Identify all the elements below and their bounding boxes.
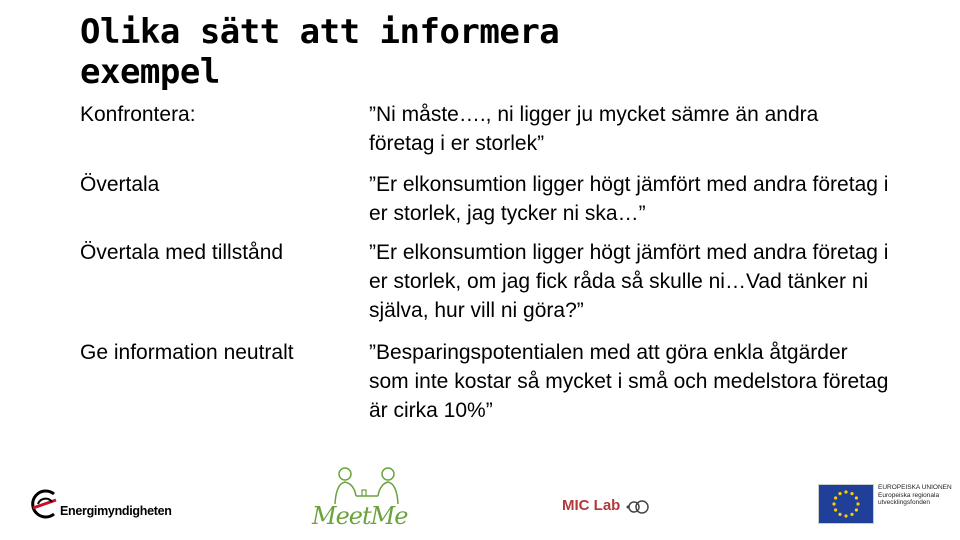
energimyndigheten-wordmark: Energimyndigheten [60,504,172,518]
method-example: ”Er elkonsumtion ligger högt jämfört med andra företag i er storlek, om jag fick råda så skulle ni…Vad tänker ni själva, hur vill ni göra?” [369,241,889,322]
method-term: Övertala med tillstånd [80,241,284,264]
slide-title: Olika sätt att informera exempel [80,12,560,92]
miclab-wordmark: MIC Lab [562,497,621,514]
energimyndigheten-mark-icon [28,486,60,522]
method-term: Övertala [80,173,160,196]
eu-stars-icon [819,485,873,523]
meetme-logo [300,466,435,530]
method-term: Ge information neutralt [80,341,294,364]
energimyndigheten-logo [28,486,178,526]
method-example: ”Ni måste…., ni ligger ju mycket sämre än andra företag i er storlek” [369,103,819,155]
meetme-people-icon [300,466,435,506]
method-term: Konfrontera: [80,103,196,126]
miclab-logo [562,496,662,520]
meetme-wordmark: MeetMe [312,502,408,530]
method-example: ”Besparingspotentialen med att göra enkla åtgärder som inte kostar så mycket i små och medelstora företag är cirka 10%” [369,341,889,422]
eu-logo [818,484,958,524]
miclab-rings-icon [626,497,654,517]
method-example: ”Er elkonsumtion ligger högt jämfört med andra företag i er storlek, jag tycker ni ska…” [369,173,889,225]
eu-caption: EUROPEISKA UNIONEN Europeiska regionala utvecklingsfonden [878,484,952,506]
eu-flag-icon [818,484,874,524]
